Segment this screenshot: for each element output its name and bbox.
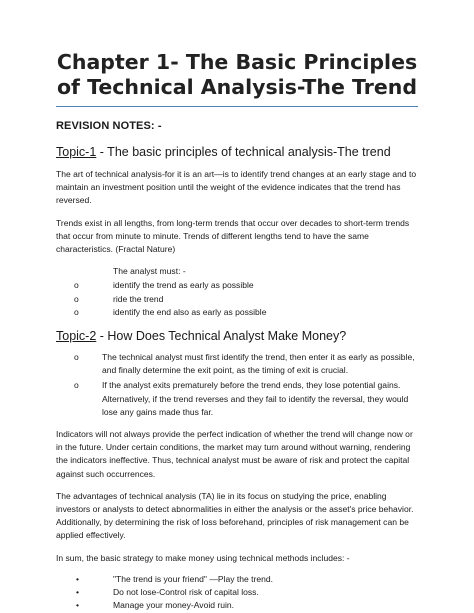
paragraph-trend-lengths: Trends exist in all lengths, from long-term trends that occur over decades to short-term trends that occur from minute to minute. Trends of different lengths tend to have the same characteristics. (Fractal Nature) [56, 217, 410, 255]
strategy-list [56, 573, 418, 613]
revision-notes-heading: REVISION NOTES: - [56, 120, 162, 132]
list-item: o ride the trend [56, 293, 418, 306]
paragraph-advantages: The advantages of technical analysis (TA) lie in its focus on studying the price, enabling investors or analysts to detect abnormalities in either the analysis or the asset's price behavior. Additionally, by determining the risk of loss beforehand, principles of risk management can be applied effectively. [56, 490, 414, 541]
topic-2-list [56, 351, 418, 419]
list-item: • "The trend is your friend" —Play the trend. [56, 573, 418, 586]
paragraph-in-sum: In sum, the basic strategy to make money using technical methods includes: - [56, 552, 350, 563]
topic-2-heading [56, 329, 418, 343]
paragraph-art-of-ta: The art of technical analysis-for it is an art—is to identify trend changes at an early stage and to maintain an investment position until the weight of the evidence indicates that the trend has reversed. [56, 169, 417, 206]
circle-bullet-icon: o [74, 293, 79, 304]
topic-1-heading [56, 145, 418, 159]
dot-bullet-icon: • [76, 587, 79, 598]
title-underline [56, 106, 418, 107]
dot-bullet-icon: • [76, 573, 79, 584]
circle-bullet-icon: o [74, 280, 79, 291]
topic-2-label: Topic-2 [56, 329, 97, 344]
paragraph-indicators: Indicators will not always provide the perfect indication of whether the trend will change now or in the future. Under certain conditions, the market may turn around without warning, rendering the indicators ineffective. Thus, technical analyst must be aware of risk and protect the capital against such occurrences. [56, 429, 413, 479]
list-item: o identify the end also as early as possible [56, 306, 418, 319]
topic-2-text: - How Does Technical Analyst Make Money? [96, 329, 347, 344]
list-item: • Manage your money-Avoid ruin. [56, 599, 418, 612]
circle-bullet-icon: o [74, 352, 79, 363]
analyst-must-label: The analyst must: - [113, 266, 186, 277]
topic-1-label: Topic-1 [56, 145, 97, 159]
analyst-list [56, 279, 418, 319]
circle-bullet-icon: o [74, 380, 79, 391]
list-item: o identify the trend as early as possible [56, 279, 418, 292]
list-item: o The technical analyst must first identify the trend, then enter it as early as possible, and finally determine the exit point, as the timing of exit is crucial. [74, 352, 415, 376]
list-item: o If the analyst exits prematurely before the trend ends, they lose potential gains. Alternatively, if the trend reverses and they fail to identify the reversal, they would lose any gains made thus far. [74, 380, 409, 417]
circle-bullet-icon: o [74, 306, 79, 317]
chapter-title: Chapter 1- The Basic Principles of Technical Analysis-The Trend [56, 50, 418, 99]
list-item: • Do not lose-Control risk of capital loss. [56, 586, 418, 599]
dot-bullet-icon: • [76, 600, 79, 611]
topic-1-text: - The basic principles of technical analysis-The trend [96, 145, 391, 159]
